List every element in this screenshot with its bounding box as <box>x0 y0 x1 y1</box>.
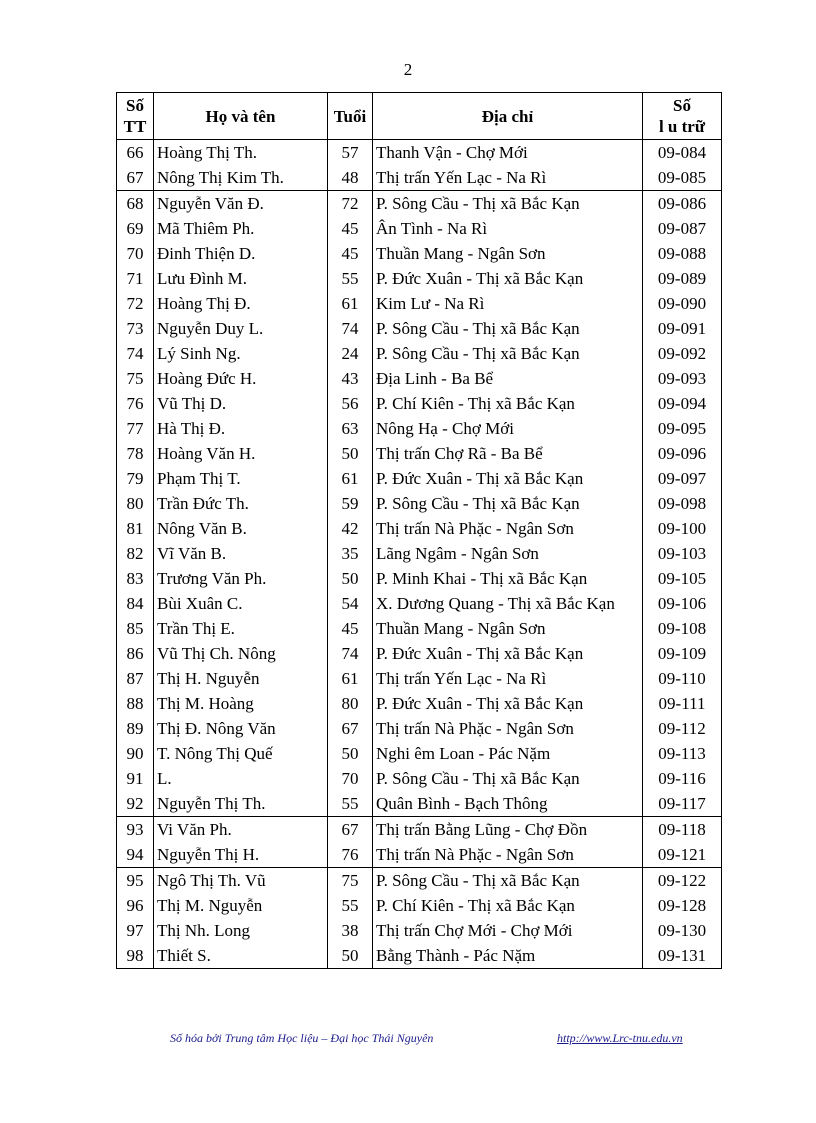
cell-age: 56 <box>328 391 373 416</box>
rows-before-header <box>117 140 722 191</box>
cell-stt: 67 <box>117 165 154 191</box>
cell-stt: 95 <box>117 868 154 894</box>
cell-age: 55 <box>328 791 373 817</box>
cell-address: P. Chí Kiên - Thị xã Bắc Kạn <box>373 391 643 416</box>
cell-address: Thị trấn Chợ Mới - Chợ Mới <box>373 918 643 943</box>
cell-age: 76 <box>328 842 373 868</box>
table-row <box>117 416 722 441</box>
table-row <box>117 541 722 566</box>
cell-age: 38 <box>328 918 373 943</box>
cell-name: Nguyễn Duy L. <box>154 316 328 341</box>
cell-stt: 97 <box>117 918 154 943</box>
cell-archive: 09-096 <box>643 441 722 466</box>
cell-age: 57 <box>328 140 373 166</box>
cell-address: P. Đức Xuân - Thị xã Bắc Kạn <box>373 641 643 666</box>
cell-address: P. Sông Cầu - Thị xã Bắc Kạn <box>373 868 643 894</box>
cell-stt: 76 <box>117 391 154 416</box>
cell-archive: 09-090 <box>643 291 722 316</box>
table-row <box>117 266 722 291</box>
table-row <box>117 165 722 191</box>
table-row <box>117 741 722 766</box>
cell-stt: 79 <box>117 466 154 491</box>
cell-stt: 77 <box>117 416 154 441</box>
cell-archive: 09-089 <box>643 266 722 291</box>
cell-archive: 09-103 <box>643 541 722 566</box>
table-row <box>117 191 722 217</box>
cell-address: Địa Linh - Ba Bể <box>373 366 643 391</box>
cell-archive: 09-118 <box>643 817 722 843</box>
cell-address: Thị trấn Nà Phặc - Ngân Sơn <box>373 716 643 741</box>
cell-stt: 89 <box>117 716 154 741</box>
table-row <box>117 791 722 817</box>
cell-archive: 09-100 <box>643 516 722 541</box>
cell-age: 63 <box>328 416 373 441</box>
table-row <box>117 441 722 466</box>
cell-age: 74 <box>328 316 373 341</box>
cell-stt: 70 <box>117 241 154 266</box>
cell-age: 67 <box>328 817 373 843</box>
cell-address: Lãng Ngâm - Ngân Sơn <box>373 541 643 566</box>
cell-archive: 09-131 <box>643 943 722 969</box>
cell-address: P. Minh Khai - Thị xã Bắc Kạn <box>373 566 643 591</box>
table-row <box>117 491 722 516</box>
cell-stt: 94 <box>117 842 154 868</box>
table-row <box>117 868 722 894</box>
header-stt <box>117 93 154 140</box>
cell-stt: 75 <box>117 366 154 391</box>
cell-address: Ân Tình - Na Rì <box>373 216 643 241</box>
header-stt-line2: TT <box>123 117 147 136</box>
cell-stt: 83 <box>117 566 154 591</box>
cell-archive: 09-094 <box>643 391 722 416</box>
cell-archive: 09-087 <box>643 216 722 241</box>
cell-address: P. Đức Xuân - Thị xã Bắc Kạn <box>373 266 643 291</box>
table-row <box>117 918 722 943</box>
cell-address: Bằng Thành - Pác Nặm <box>373 943 643 969</box>
table-row <box>117 591 722 616</box>
cell-archive: 09-097 <box>643 466 722 491</box>
cell-address: P. Sông Cầu - Thị xã Bắc Kạn <box>373 491 643 516</box>
cell-age: 35 <box>328 541 373 566</box>
cell-archive: 09-113 <box>643 741 722 766</box>
cell-stt: 71 <box>117 266 154 291</box>
cell-age: 50 <box>328 741 373 766</box>
cell-archive: 09-116 <box>643 766 722 791</box>
cell-archive: 09-130 <box>643 918 722 943</box>
header-stt-line1: Số <box>126 96 144 115</box>
cell-age: 70 <box>328 766 373 791</box>
cell-stt: 78 <box>117 441 154 466</box>
cell-archive: 09-093 <box>643 366 722 391</box>
cell-archive: 09-110 <box>643 666 722 691</box>
cell-archive: 09-105 <box>643 566 722 591</box>
cell-name: Thị M. Nguyễn <box>154 893 328 918</box>
cell-archive: 09-088 <box>643 241 722 266</box>
table-row <box>117 466 722 491</box>
table-row <box>117 316 722 341</box>
cell-address: P. Sông Cầu - Thị xã Bắc Kạn <box>373 341 643 366</box>
header-archive <box>643 93 722 140</box>
cell-age: 74 <box>328 641 373 666</box>
table-row <box>117 766 722 791</box>
cell-name: Hoàng Thị Th. <box>154 140 328 166</box>
cell-archive: 09-121 <box>643 842 722 868</box>
cell-stt: 93 <box>117 817 154 843</box>
cell-age: 50 <box>328 441 373 466</box>
cell-stt: 90 <box>117 741 154 766</box>
table-row <box>117 817 722 843</box>
cell-archive: 09-098 <box>643 491 722 516</box>
cell-name: Thị M. Hoàng <box>154 691 328 716</box>
cell-name: Hà Thị Đ. <box>154 416 328 441</box>
cell-stt: 73 <box>117 316 154 341</box>
header-age: Tuổi <box>328 93 373 140</box>
header-row <box>117 93 722 140</box>
cell-stt: 85 <box>117 616 154 641</box>
patient-records-table <box>116 92 722 969</box>
table-row <box>117 516 722 541</box>
cell-archive: 09-085 <box>643 165 722 191</box>
cell-archive: 09-122 <box>643 868 722 894</box>
cell-name: Trần Thị E. <box>154 616 328 641</box>
table-row <box>117 566 722 591</box>
cell-address: P. Sông Cầu - Thị xã Bắc Kạn <box>373 766 643 791</box>
cell-age: 48 <box>328 165 373 191</box>
cell-address: P. Đức Xuân - Thị xã Bắc Kạn <box>373 466 643 491</box>
table-row <box>117 691 722 716</box>
cell-name: Nguyễn Thị Th. <box>154 791 328 817</box>
cell-archive: 09-117 <box>643 791 722 817</box>
cell-stt: 87 <box>117 666 154 691</box>
cell-archive: 09-112 <box>643 716 722 741</box>
table-row <box>117 893 722 918</box>
cell-age: 61 <box>328 666 373 691</box>
cell-address: Nghi êm Loan - Pác Nặm <box>373 741 643 766</box>
cell-age: 72 <box>328 191 373 217</box>
cell-address: Thị trấn Bằng Lũng - Chợ Đồn <box>373 817 643 843</box>
table-row <box>117 391 722 416</box>
cell-address: P. Sông Cầu - Thị xã Bắc Kạn <box>373 191 643 217</box>
cell-age: 80 <box>328 691 373 716</box>
cell-age: 59 <box>328 491 373 516</box>
table-row <box>117 842 722 868</box>
table-row <box>117 716 722 741</box>
cell-address: Thị trấn Yến Lạc - Na Rì <box>373 165 643 191</box>
cell-archive: 09-095 <box>643 416 722 441</box>
cell-stt: 82 <box>117 541 154 566</box>
cell-archive: 09-086 <box>643 191 722 217</box>
cell-name: Nông Văn B. <box>154 516 328 541</box>
cell-name: Thị H. Nguyễn <box>154 666 328 691</box>
cell-name: Nguyễn Văn Đ. <box>154 191 328 217</box>
cell-address: Thị trấn Yến Lạc - Na Rì <box>373 666 643 691</box>
cell-stt: 91 <box>117 766 154 791</box>
cell-address: Kim Lư - Na Rì <box>373 291 643 316</box>
cell-age: 55 <box>328 893 373 918</box>
cell-address: X. Dương Quang - Thị xã Bắc Kạn <box>373 591 643 616</box>
cell-stt: 72 <box>117 291 154 316</box>
table-row <box>117 241 722 266</box>
cell-name: Đinh Thiện D. <box>154 241 328 266</box>
cell-age: 50 <box>328 943 373 969</box>
cell-stt: 66 <box>117 140 154 166</box>
cell-name: Ngô Thị Th. Vũ <box>154 868 328 894</box>
cell-name: Hoàng Văn H. <box>154 441 328 466</box>
cell-stt: 88 <box>117 691 154 716</box>
table-row <box>117 641 722 666</box>
cell-age: 75 <box>328 868 373 894</box>
cell-stt: 80 <box>117 491 154 516</box>
cell-name: Lý Sinh Ng. <box>154 341 328 366</box>
footer-link[interactable]: http://www.Lrc-tnu.edu.vn <box>557 1031 683 1045</box>
cell-archive: 09-108 <box>643 616 722 641</box>
cell-address: P. Chí Kiên - Thị xã Bắc Kạn <box>373 893 643 918</box>
table-row <box>117 140 722 166</box>
cell-archive: 09-106 <box>643 591 722 616</box>
rows-after-header <box>117 191 722 969</box>
table-row <box>117 216 722 241</box>
cell-name: Vĩ Văn B. <box>154 541 328 566</box>
cell-age: 61 <box>328 466 373 491</box>
cell-name: Nguyễn Thị H. <box>154 842 328 868</box>
table-row <box>117 341 722 366</box>
cell-stt: 81 <box>117 516 154 541</box>
cell-stt: 92 <box>117 791 154 817</box>
cell-archive: 09-092 <box>643 341 722 366</box>
header-archive-line2: l u trữ <box>658 117 706 136</box>
cell-age: 45 <box>328 616 373 641</box>
header-name: Họ và tên <box>154 93 328 140</box>
cell-address: P. Sông Cầu - Thị xã Bắc Kạn <box>373 316 643 341</box>
cell-address: Nông Hạ - Chợ Mới <box>373 416 643 441</box>
cell-address: Thuần Mang - Ngân Sơn <box>373 241 643 266</box>
cell-address: Thị trấn Chợ Rã - Ba Bể <box>373 441 643 466</box>
table-header <box>117 93 722 140</box>
table-row <box>117 366 722 391</box>
footer-credit: Số hóa bởi Trung tâm Học liệu – Đại học Thái Nguyên <box>170 1031 434 1045</box>
cell-age: 24 <box>328 341 373 366</box>
cell-age: 45 <box>328 241 373 266</box>
cell-name: Lưu Đình M. <box>154 266 328 291</box>
cell-age: 43 <box>328 366 373 391</box>
cell-stt: 68 <box>117 191 154 217</box>
header-address: Địa chỉ <box>373 93 643 140</box>
cell-name: L. <box>154 766 328 791</box>
cell-name: Vũ Thị Ch. Nông <box>154 641 328 666</box>
cell-age: 67 <box>328 716 373 741</box>
cell-name: Mã Thiêm Ph. <box>154 216 328 241</box>
cell-stt: 84 <box>117 591 154 616</box>
cell-archive: 09-111 <box>643 691 722 716</box>
table-row <box>117 616 722 641</box>
cell-stt: 74 <box>117 341 154 366</box>
table-row <box>117 943 722 969</box>
cell-archive: 09-091 <box>643 316 722 341</box>
cell-stt: 96 <box>117 893 154 918</box>
header-archive-line1: Số <box>673 96 691 115</box>
cell-name: Thị Nh. Long <box>154 918 328 943</box>
cell-name: Vi Văn Ph. <box>154 817 328 843</box>
table-row <box>117 666 722 691</box>
cell-name: Trương Văn Ph. <box>154 566 328 591</box>
cell-address: Thị trấn Nà Phặc - Ngân Sơn <box>373 516 643 541</box>
cell-address: Thanh Vận - Chợ Mới <box>373 140 643 166</box>
cell-name: Thị Đ. Nông Văn <box>154 716 328 741</box>
table-row <box>117 291 722 316</box>
cell-archive: 09-128 <box>643 893 722 918</box>
cell-name: Hoàng Đức H. <box>154 366 328 391</box>
cell-address: Quân Bình - Bạch Thông <box>373 791 643 817</box>
cell-archive: 09-084 <box>643 140 722 166</box>
cell-address: P. Đức Xuân - Thị xã Bắc Kạn <box>373 691 643 716</box>
cell-age: 50 <box>328 566 373 591</box>
cell-age: 45 <box>328 216 373 241</box>
cell-name: Hoàng Thị Đ. <box>154 291 328 316</box>
cell-stt: 98 <box>117 943 154 969</box>
cell-name: Thiết S. <box>154 943 328 969</box>
cell-name: Bùi Xuân C. <box>154 591 328 616</box>
cell-name: T. Nông Thị Quế <box>154 741 328 766</box>
cell-address: Thị trấn Nà Phặc - Ngân Sơn <box>373 842 643 868</box>
cell-age: 61 <box>328 291 373 316</box>
cell-age: 55 <box>328 266 373 291</box>
cell-stt: 86 <box>117 641 154 666</box>
page-number: 2 <box>403 60 413 79</box>
cell-stt: 69 <box>117 216 154 241</box>
cell-archive: 09-109 <box>643 641 722 666</box>
cell-age: 42 <box>328 516 373 541</box>
cell-age: 54 <box>328 591 373 616</box>
cell-address: Thuần Mang - Ngân Sơn <box>373 616 643 641</box>
cell-name: Nông Thị Kim Th. <box>154 165 328 191</box>
cell-name: Phạm Thị T. <box>154 466 328 491</box>
cell-name: Trần Đức Th. <box>154 491 328 516</box>
cell-name: Vũ Thị D. <box>154 391 328 416</box>
